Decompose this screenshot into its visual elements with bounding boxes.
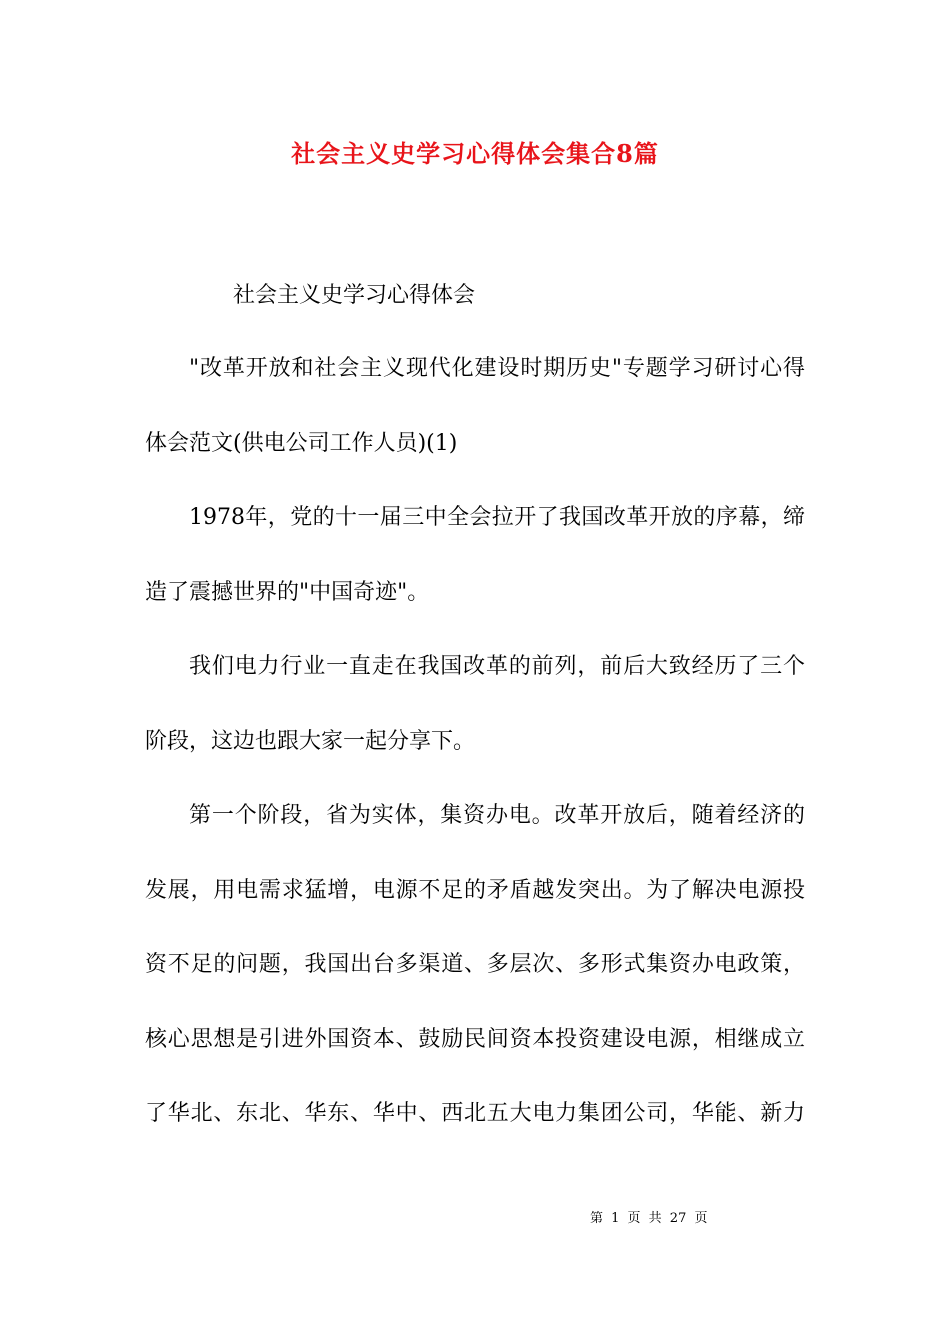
paragraph-line: 阶段，这边也跟大家一起分享下。 — [145, 729, 476, 754]
paragraph-line: 体会范文(供电公司工作人员)(1) — [145, 431, 458, 456]
paragraph-line: "改革开放和社会主义现代化建设时期历史"专题学习研讨心得 — [189, 356, 805, 381]
section-heading: 社会主义史学习心得体会 — [233, 283, 476, 308]
paragraph-line: 核心思想是引进外国资本、鼓励民间资本投资建设电源，相继成立 — [145, 1027, 805, 1052]
paragraph-line: 我们电力行业一直走在我国改革的前列，前后大致经历了三个 — [189, 654, 805, 679]
paragraph-line: 发展，用电需求猛增，电源不足的矛盾越发突出。为了解决电源投 — [145, 878, 805, 903]
page-number: 第 1 页 共 27 页 — [590, 1211, 708, 1226]
paragraph-line: 1978年，党的十一届三中全会拉开了我国改革开放的序幕，缔 — [189, 505, 805, 530]
paragraph-line: 第一个阶段，省为实体，集资办电。改革开放后，随着经济的 — [189, 803, 805, 828]
paragraph-line: 了华北、东北、华东、华中、西北五大电力集团公司，华能、新力 — [145, 1101, 805, 1126]
paragraph-line: 资不足的问题，我国出台多渠道、多层次、多形式集资办电政策， — [145, 952, 805, 977]
paragraph-line: 造了震撼世界的"中国奇迹"。 — [145, 580, 430, 605]
document-title: 社会主义史学习心得体会集合8篇 — [291, 139, 659, 168]
